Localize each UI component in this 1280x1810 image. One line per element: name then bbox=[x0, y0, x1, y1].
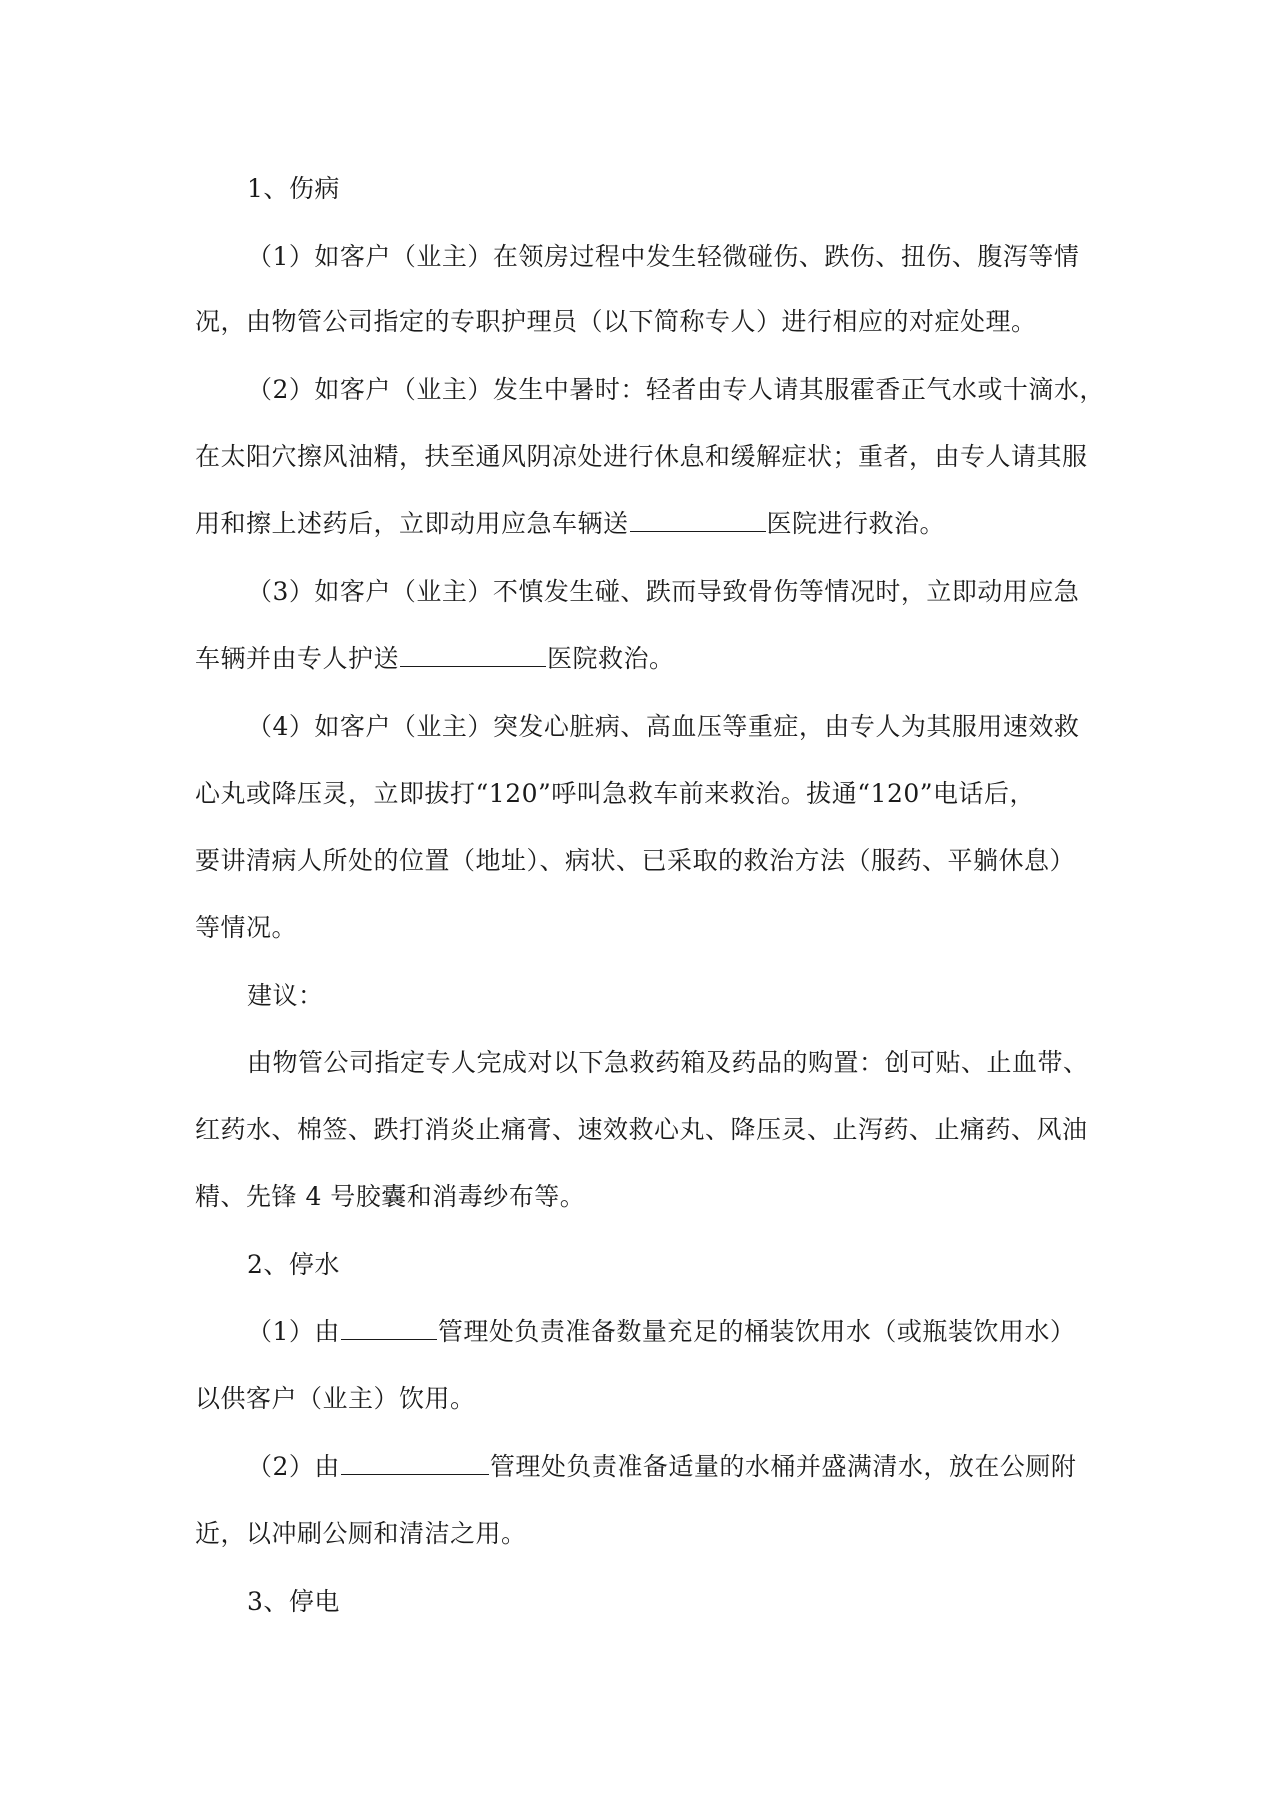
paragraph-line: 以供客户（业主）饮用。 bbox=[195, 1384, 476, 1413]
paragraph-line-with-blank bbox=[247, 1315, 1075, 1349]
paragraph-line-with-blank bbox=[247, 1450, 1076, 1484]
paragraph-line: 要讲清病人所处的位置（地址）、病状、已采取的救治方法（服药、平躺休息） bbox=[195, 846, 1076, 875]
suggestion-label: 建议： bbox=[247, 981, 324, 1010]
text-segment: 医院进行救治。 bbox=[766, 509, 946, 538]
paragraph-line: 精、先锋 4 号胶囊和消毒纱布等。 bbox=[195, 1182, 586, 1211]
text-segment: （1）由 bbox=[247, 1317, 340, 1346]
fill-in-blank bbox=[341, 1450, 489, 1475]
section-heading-water-outage: 2、停水 bbox=[247, 1250, 340, 1279]
paragraph-line: （1）如客户（业主）在领房过程中发生轻微碰伤、跌伤、扭伤、腹泻等情 bbox=[247, 242, 1080, 271]
text-segment: 管理处负责准备数量充足的桶装饮用水（或瓶装饮用水） bbox=[437, 1317, 1076, 1346]
paragraph-line: 红药水、棉签、跌打消炎止痛膏、速效救心丸、降压灵、止泻药、止痛药、风油 bbox=[195, 1115, 1088, 1144]
section-heading-injury: 1、伤病 bbox=[247, 174, 340, 203]
text-segment: 车辆并由专人护送 bbox=[195, 644, 400, 673]
paragraph-line: 由物管公司指定专人完成对以下急救药箱及药品的购置：创可贴、止血带、 bbox=[247, 1048, 1089, 1077]
text-segment: 医院救治。 bbox=[547, 644, 675, 673]
section-heading-power-outage: 3、停电 bbox=[247, 1587, 340, 1616]
paragraph-line: （4）如客户（业主）突发心脏病、高血压等重症，由专人为其服用速效救 bbox=[247, 712, 1080, 741]
text-segment: 管理处负责准备适量的水桶并盛满清水，放在公厕附 bbox=[489, 1452, 1077, 1481]
text-segment: 用和擦上述药后，立即动用应急车辆送 bbox=[195, 509, 629, 538]
paragraph-line-with-blank bbox=[195, 507, 945, 541]
fill-in-blank bbox=[630, 507, 766, 532]
paragraph-line: （2）如客户（业主）发生中暑时：轻者由专人请其服霍香正气水或十滴水， bbox=[247, 375, 1105, 404]
paragraph-line: 近，以冲刷公厕和清洁之用。 bbox=[195, 1519, 527, 1548]
paragraph-line: 心丸或降压灵，立即拔打“120”呼叫急救车前来救治。拔通“120”电话后， bbox=[195, 779, 1036, 808]
paragraph-line: 等情况。 bbox=[195, 913, 298, 942]
paragraph-line: 况，由物管公司指定的专职护理员（以下简称专人）进行相应的对症处理。 bbox=[195, 307, 1037, 336]
fill-in-blank bbox=[400, 642, 546, 667]
paragraph-line: （3）如客户（业主）不慎发生碰、跌而导致骨伤等情况时，立即动用应急 bbox=[247, 577, 1080, 606]
paragraph-line: 在太阳穴擦风油精，扶至通风阴凉处进行休息和缓解症状；重者，由专人请其服 bbox=[195, 442, 1088, 471]
fill-in-blank bbox=[341, 1315, 437, 1340]
paragraph-line-with-blank bbox=[195, 642, 675, 676]
text-segment: （2）由 bbox=[247, 1452, 340, 1481]
